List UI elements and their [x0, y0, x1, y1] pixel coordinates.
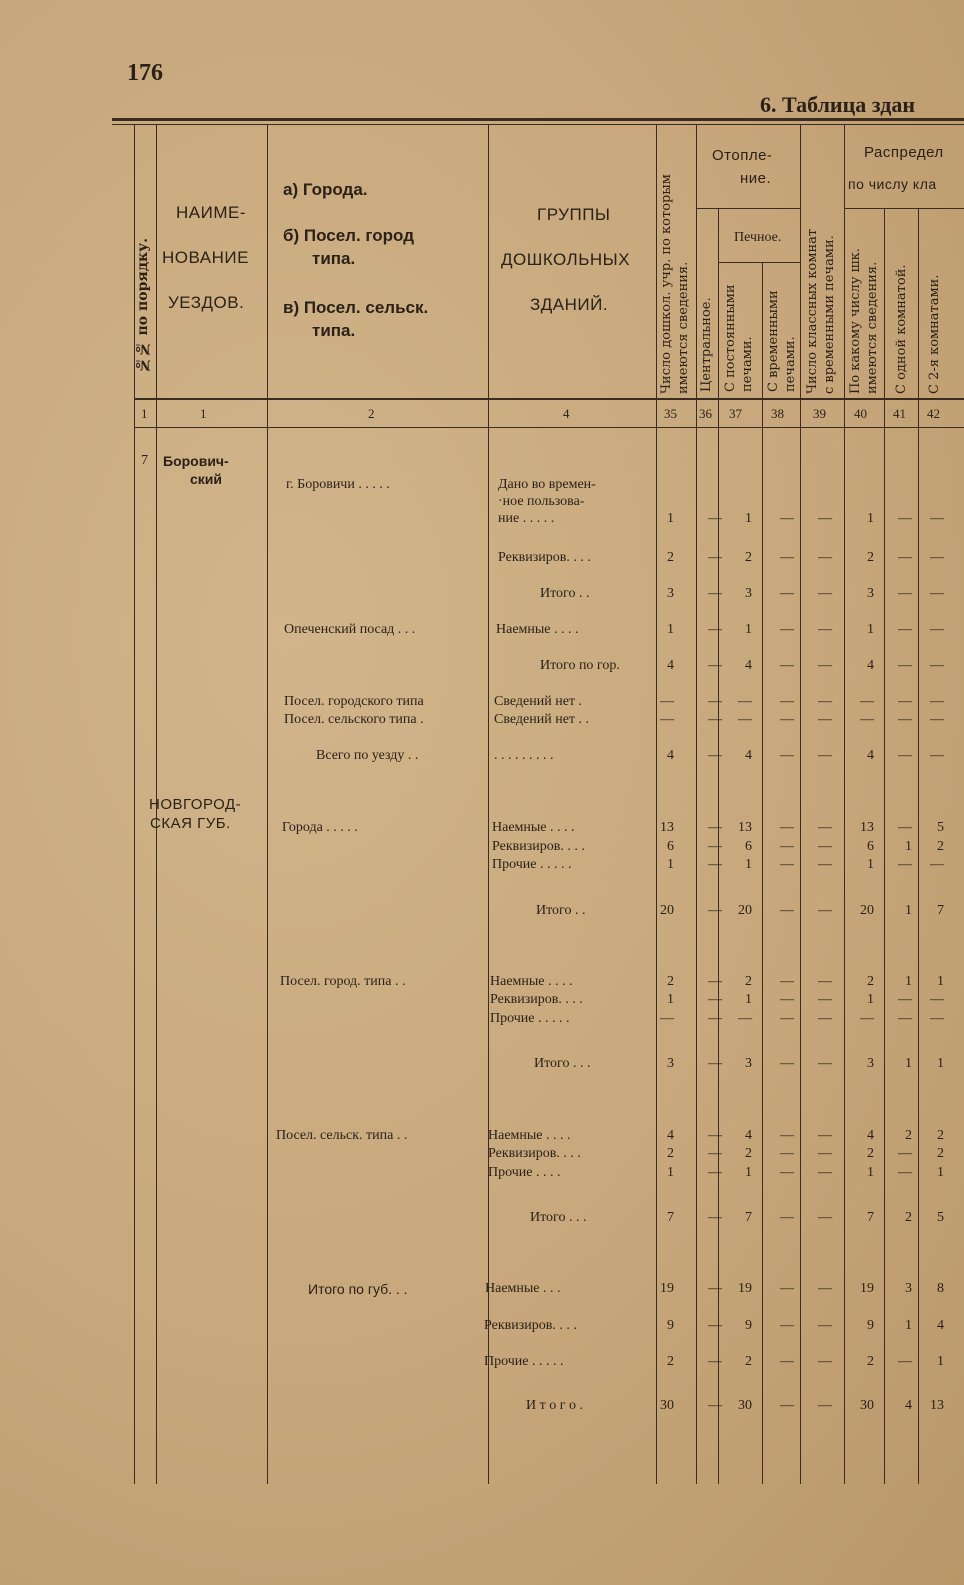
- row-value: —: [780, 1056, 794, 1071]
- row-value: —: [818, 1398, 832, 1413]
- header-distr-2: по числу кла: [848, 176, 937, 192]
- row-value: 2: [867, 1146, 874, 1161]
- header-groups-1: ГРУППЫ: [537, 205, 611, 224]
- header-name-1: НАИМЕ-: [176, 203, 246, 222]
- row-value: —: [708, 1210, 722, 1225]
- row-value: 1: [867, 1165, 874, 1180]
- row-value: 3: [667, 586, 674, 601]
- header-num: №№ по порядку.: [135, 238, 151, 373]
- row-value: —: [818, 1056, 832, 1071]
- row-value: 1: [667, 857, 674, 872]
- row-value: 2: [937, 1128, 944, 1143]
- row-value: —: [818, 748, 832, 763]
- row-value: —: [780, 1128, 794, 1143]
- row-value: 6: [867, 839, 874, 854]
- row-value: —: [860, 1011, 874, 1026]
- row-value: —: [708, 550, 722, 565]
- row-value: —: [780, 622, 794, 637]
- row-value: 4: [867, 748, 874, 763]
- row-value: 20: [860, 903, 874, 918]
- row-value: —: [780, 694, 794, 709]
- row-value: —: [780, 974, 794, 989]
- row-place: Опеченский посад . . .: [284, 622, 416, 637]
- header-c36: Центральное.: [699, 297, 714, 392]
- row-value: 4: [867, 658, 874, 673]
- row-value: —: [708, 1146, 722, 1161]
- row-value: 3: [905, 1281, 912, 1296]
- header-settlement-a: а) Города.: [283, 180, 368, 199]
- vrule: [762, 262, 763, 1484]
- header-c38-2: печами.: [783, 336, 798, 392]
- row-place: Посел. городского типа: [284, 694, 424, 709]
- row-value: —: [818, 1128, 832, 1143]
- row-value: —: [708, 712, 722, 727]
- row-value: —: [708, 1165, 722, 1180]
- row-value: —: [930, 1011, 944, 1026]
- row-value: —: [860, 694, 874, 709]
- row-value: —: [818, 1318, 832, 1333]
- row-value: 4: [667, 748, 674, 763]
- row-group: Наемные . . . .: [492, 820, 575, 835]
- row-value: —: [818, 511, 832, 526]
- row-value: —: [898, 992, 912, 1007]
- row-value: —: [660, 712, 674, 727]
- row-value: —: [818, 857, 832, 872]
- row-value: —: [708, 748, 722, 763]
- column-number: 38: [771, 406, 784, 421]
- row-value: —: [930, 511, 944, 526]
- row-value: —: [818, 658, 832, 673]
- row-value: 1: [905, 903, 912, 918]
- row-value: 1: [667, 992, 674, 1007]
- row-value: —: [898, 694, 912, 709]
- row-group: Реквизиров. . . .: [498, 550, 591, 565]
- row-value: 4: [745, 658, 752, 673]
- row-value: —: [818, 1146, 832, 1161]
- row-place: г. Боровичи . . . . .: [286, 477, 390, 492]
- row-value: —: [708, 1056, 722, 1071]
- row-value: —: [898, 622, 912, 637]
- header-bottom-rule: [134, 398, 964, 400]
- row-value: 1: [937, 1165, 944, 1180]
- row-value: —: [780, 857, 794, 872]
- header-groups-2: ДОШКОЛЬНЫХ: [501, 250, 631, 269]
- row-value: 9: [745, 1318, 752, 1333]
- row-value: 1: [745, 511, 752, 526]
- row-value: 7: [667, 1210, 674, 1225]
- row-place: Итого по губ. . .: [308, 1281, 408, 1297]
- row-value: —: [818, 820, 832, 835]
- row-value: 19: [860, 1281, 874, 1296]
- row-value: 3: [667, 1056, 674, 1071]
- row-value: —: [780, 992, 794, 1007]
- row-value: —: [930, 586, 944, 601]
- row-value: —: [818, 694, 832, 709]
- row-group: Итого . .: [536, 903, 586, 918]
- row-group: Сведений нет .: [494, 694, 583, 709]
- row-value: 4: [867, 1128, 874, 1143]
- row-group: Прочие . . . . .: [492, 857, 572, 872]
- row-value: —: [708, 820, 722, 835]
- row-value: 2: [667, 1354, 674, 1369]
- row-value: 5: [937, 1210, 944, 1225]
- row-value: 1: [745, 622, 752, 637]
- column-number: 39: [813, 406, 826, 421]
- row-value: —: [818, 1281, 832, 1296]
- row-value: —: [738, 712, 752, 727]
- row-value: —: [738, 694, 752, 709]
- district-number: 7: [141, 453, 148, 468]
- row-value: —: [780, 1011, 794, 1026]
- header-c38-1: С временными: [766, 290, 781, 392]
- row-group: Наемные . . . .: [488, 1128, 571, 1143]
- row-group: Итого . . .: [534, 1056, 591, 1071]
- row-value: 1: [867, 857, 874, 872]
- row-value: —: [818, 712, 832, 727]
- district-name-1: Борович-: [163, 453, 229, 469]
- row-value: —: [898, 550, 912, 565]
- row-value: 1: [667, 1165, 674, 1180]
- row-value: —: [818, 903, 832, 918]
- header-settlement-c2: типа.: [312, 321, 356, 340]
- row-value: —: [708, 1128, 722, 1143]
- header-distr-1: Распредел: [864, 144, 944, 161]
- row-value: 20: [660, 903, 674, 918]
- header-groups-3: ЗДАНИЙ.: [530, 295, 609, 314]
- row-value: —: [818, 1354, 832, 1369]
- row-value: —: [898, 748, 912, 763]
- row-value: 6: [667, 839, 674, 854]
- colno-bottom-rule: [134, 427, 964, 428]
- row-value: —: [780, 839, 794, 854]
- row-value: —: [780, 1165, 794, 1180]
- row-value: —: [818, 974, 832, 989]
- row-value: —: [930, 550, 944, 565]
- row-value: —: [708, 658, 722, 673]
- row-value: 19: [660, 1281, 674, 1296]
- row-value: 1: [667, 622, 674, 637]
- province-name-1: НОВГОРОД-: [149, 796, 242, 813]
- header-name-2: НОВАНИЕ: [162, 248, 249, 267]
- row-value: 1: [905, 1318, 912, 1333]
- row-value: —: [708, 903, 722, 918]
- row-group: Реквизиров. . . .: [490, 992, 583, 1007]
- row-group: Реквизиров. . . .: [492, 839, 585, 854]
- row-value: —: [898, 820, 912, 835]
- header-settlement-b2: типа.: [312, 249, 356, 268]
- column-number: 35: [664, 406, 677, 421]
- row-value: 2: [867, 974, 874, 989]
- page-number: 176: [127, 60, 163, 86]
- row-value: 1: [937, 1056, 944, 1071]
- row-group: Итого по гор.: [540, 658, 620, 673]
- header-c40-1: По какому числу шк.: [848, 248, 863, 394]
- column-number: 36: [699, 406, 712, 421]
- row-place: Города . . . . .: [282, 820, 358, 835]
- row-value: 6: [745, 839, 752, 854]
- row-value: —: [780, 1398, 794, 1413]
- vrule: [884, 208, 885, 1484]
- row-value: —: [898, 1146, 912, 1161]
- vrule: [696, 124, 697, 1484]
- row-value: 30: [738, 1398, 752, 1413]
- row-value: 1: [937, 974, 944, 989]
- row-value: 1: [745, 992, 752, 1007]
- row-group: Сведений нет . .: [494, 712, 590, 727]
- row-value: —: [818, 586, 832, 601]
- row-value: 2: [937, 839, 944, 854]
- row-value: 1: [905, 1056, 912, 1071]
- row-value: —: [708, 511, 722, 526]
- row-value: —: [898, 1354, 912, 1369]
- row-value: 1: [745, 1165, 752, 1180]
- header-c39-2: с временными печами.: [822, 235, 837, 394]
- row-value: —: [818, 1210, 832, 1225]
- row-value: 2: [745, 974, 752, 989]
- row-value: —: [738, 1011, 752, 1026]
- row-value: 3: [745, 1056, 752, 1071]
- column-number: 1: [200, 406, 207, 421]
- row-place: Посел. город. типа . .: [280, 974, 406, 989]
- row-value: 1: [867, 511, 874, 526]
- header-c35-1: Число дошкол. учр. по которым: [659, 174, 674, 394]
- row-group: Наемные . . . .: [496, 622, 579, 637]
- row-value: 7: [867, 1210, 874, 1225]
- row-value: —: [708, 1011, 722, 1026]
- row-value: 30: [860, 1398, 874, 1413]
- row-value: 2: [867, 1354, 874, 1369]
- row-value: —: [708, 839, 722, 854]
- row-value: 13: [738, 820, 752, 835]
- column-number: 37: [729, 406, 742, 421]
- row-value: —: [660, 694, 674, 709]
- row-value: 2: [667, 1146, 674, 1161]
- row-value: 4: [745, 748, 752, 763]
- row-value: —: [898, 586, 912, 601]
- header-c39-1: Число классных комнат: [805, 228, 820, 394]
- row-value: —: [930, 712, 944, 727]
- row-place: Посел. сельск. типа . .: [276, 1128, 408, 1143]
- row-value: 13: [660, 820, 674, 835]
- row-value: —: [708, 1398, 722, 1413]
- header-name-3: УЕЗДОВ.: [168, 293, 245, 312]
- row-group: Прочие . . . .: [488, 1165, 561, 1180]
- header-c41: С одной комнатой.: [894, 264, 909, 394]
- row-value: 2: [937, 1146, 944, 1161]
- vrule: [488, 124, 489, 1484]
- row-value: —: [780, 1354, 794, 1369]
- row-value: 2: [745, 1354, 752, 1369]
- column-number: 40: [854, 406, 867, 421]
- row-value: 1: [905, 839, 912, 854]
- column-number: 1: [141, 406, 148, 421]
- row-value: 2: [905, 1210, 912, 1225]
- row-group: ние . . . . .: [498, 511, 555, 526]
- top-rule-2: [112, 124, 964, 125]
- row-group: Дано во времен-: [498, 477, 596, 492]
- row-value: 13: [930, 1398, 944, 1413]
- row-value: —: [780, 1146, 794, 1161]
- row-value: —: [708, 857, 722, 872]
- row-value: 1: [867, 622, 874, 637]
- row-value: 2: [867, 550, 874, 565]
- row-group: ·ное пользова-: [498, 494, 585, 509]
- row-value: —: [930, 857, 944, 872]
- row-value: 2: [905, 1128, 912, 1143]
- row-value: 8: [937, 1281, 944, 1296]
- row-value: —: [930, 622, 944, 637]
- column-number: 41: [893, 406, 906, 421]
- top-rule: [112, 118, 964, 121]
- row-value: 5: [937, 820, 944, 835]
- vrule: [800, 124, 801, 1484]
- row-group: Наемные . . .: [485, 1281, 561, 1296]
- row-value: —: [780, 712, 794, 727]
- row-value: —: [660, 1011, 674, 1026]
- vrule: [267, 124, 268, 1484]
- row-value: 4: [937, 1318, 944, 1333]
- row-value: 2: [667, 550, 674, 565]
- row-value: —: [898, 658, 912, 673]
- row-value: 30: [660, 1398, 674, 1413]
- row-value: 1: [745, 857, 752, 872]
- row-group: . . . . . . . . .: [494, 748, 554, 763]
- row-value: 3: [867, 1056, 874, 1071]
- row-group: Итого . . .: [530, 1210, 587, 1225]
- row-value: 7: [745, 1210, 752, 1225]
- column-number: 42: [927, 406, 940, 421]
- row-value: —: [780, 1318, 794, 1333]
- header-c40-2: имеются сведения.: [865, 261, 880, 394]
- table-title: 6. Таблица здан: [760, 92, 916, 117]
- hrule-distr: [844, 208, 964, 209]
- row-value: —: [818, 622, 832, 637]
- row-value: —: [780, 550, 794, 565]
- row-value: —: [780, 903, 794, 918]
- row-value: 1: [905, 974, 912, 989]
- row-value: 2: [745, 550, 752, 565]
- vrule: [844, 124, 845, 1484]
- header-c35-2: имеются сведения.: [676, 261, 691, 394]
- row-value: —: [708, 1318, 722, 1333]
- vrule: [656, 124, 657, 1484]
- row-value: 13: [860, 820, 874, 835]
- row-value: —: [898, 1165, 912, 1180]
- row-value: 4: [905, 1398, 912, 1413]
- row-value: —: [780, 1210, 794, 1225]
- row-value: 4: [745, 1128, 752, 1143]
- header-c42: С 2-я комнатами.: [927, 274, 942, 394]
- row-value: —: [818, 550, 832, 565]
- row-value: 2: [745, 1146, 752, 1161]
- column-number: 4: [563, 406, 570, 421]
- row-group: И т о г о .: [526, 1398, 583, 1413]
- row-value: —: [818, 992, 832, 1007]
- row-value: —: [818, 1011, 832, 1026]
- row-group: Прочие . . . . .: [484, 1354, 564, 1369]
- row-place: Посел. сельского типа .: [284, 712, 424, 727]
- row-place: Всего по уезду . .: [316, 748, 419, 763]
- row-value: —: [898, 511, 912, 526]
- row-value: 2: [667, 974, 674, 989]
- row-value: —: [708, 1281, 722, 1296]
- row-value: —: [898, 1011, 912, 1026]
- row-value: —: [898, 712, 912, 727]
- row-value: —: [708, 586, 722, 601]
- row-value: 1: [867, 992, 874, 1007]
- district-name-2: ский: [190, 471, 223, 487]
- row-value: —: [708, 992, 722, 1007]
- row-group: Итого . .: [540, 586, 590, 601]
- header-settlement-b: б) Посел. город: [283, 226, 414, 245]
- row-value: 4: [667, 658, 674, 673]
- row-value: 7: [937, 903, 944, 918]
- hrule-stove: [718, 262, 800, 263]
- hrule-heating: [696, 208, 800, 209]
- column-number: 2: [368, 406, 375, 421]
- row-group: Прочие . . . . .: [490, 1011, 570, 1026]
- row-value: 3: [745, 586, 752, 601]
- row-value: —: [708, 694, 722, 709]
- header-heating-2: ние.: [740, 170, 772, 187]
- row-value: 4: [667, 1128, 674, 1143]
- row-value: —: [818, 1165, 832, 1180]
- row-value: —: [708, 622, 722, 637]
- row-value: —: [930, 694, 944, 709]
- header-c37-1: С постоянными: [723, 284, 738, 392]
- row-value: 3: [867, 586, 874, 601]
- row-value: 9: [667, 1318, 674, 1333]
- row-group: Реквизиров. . . .: [484, 1318, 577, 1333]
- province-name-2: СКАЯ ГУБ.: [150, 815, 231, 832]
- row-value: 9: [867, 1318, 874, 1333]
- row-group: Реквизиров. . . .: [488, 1146, 581, 1161]
- row-value: —: [898, 857, 912, 872]
- header-heating-1: Отопле-: [712, 147, 773, 164]
- row-value: —: [860, 712, 874, 727]
- row-value: —: [708, 974, 722, 989]
- row-group: Наемные . . . .: [490, 974, 573, 989]
- row-value: —: [708, 1354, 722, 1369]
- row-value: 1: [667, 511, 674, 526]
- row-value: —: [780, 658, 794, 673]
- header-c37-2: печами.: [740, 336, 755, 392]
- row-value: 1: [937, 1354, 944, 1369]
- header-settlement-c: в) Посел. сельск.: [283, 298, 429, 317]
- row-value: —: [780, 511, 794, 526]
- row-value: 20: [738, 903, 752, 918]
- row-value: —: [780, 820, 794, 835]
- row-value: —: [780, 1281, 794, 1296]
- header-stove: Печное.: [734, 230, 782, 245]
- row-value: —: [930, 658, 944, 673]
- row-value: —: [818, 839, 832, 854]
- row-value: —: [930, 748, 944, 763]
- row-value: —: [930, 992, 944, 1007]
- row-value: —: [780, 748, 794, 763]
- row-value: 19: [738, 1281, 752, 1296]
- row-value: —: [780, 586, 794, 601]
